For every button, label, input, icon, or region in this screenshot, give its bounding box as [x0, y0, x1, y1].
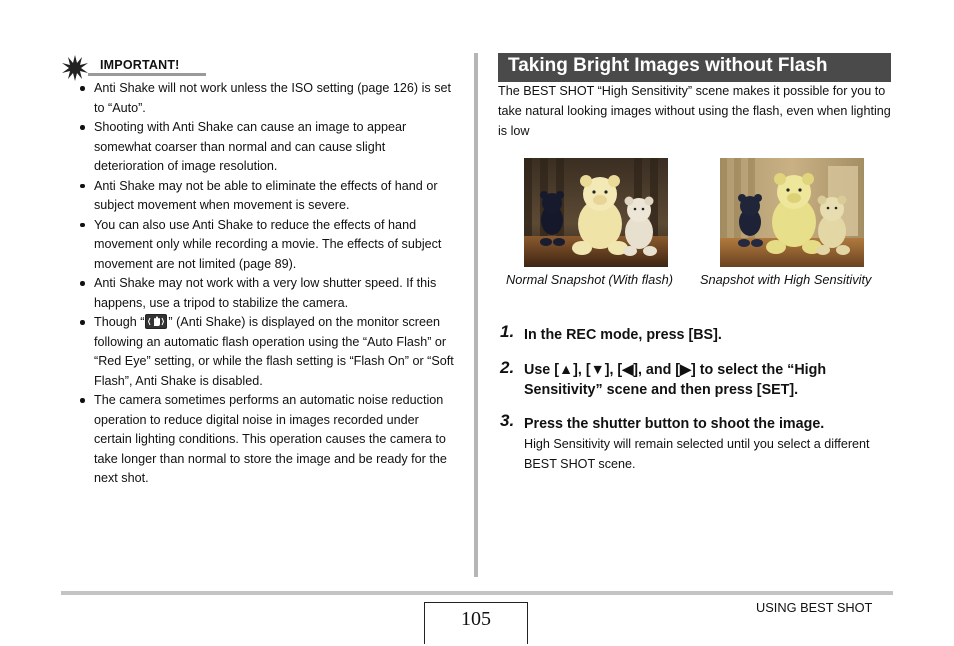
note-item: You can also use Anti Shake to reduce the effects of hand movement only while recording a movie. The effects of subject movement are not limited (page 89). — [78, 216, 458, 275]
section-intro: The BEST SHOT “High Sensitivity” scene makes it possible for you to take natural looking images without using the flash, even when lighting is low — [498, 84, 891, 138]
important-underline — [88, 73, 206, 76]
note-item: Anti Shake will not work unless the ISO setting (page 126) is set to “Auto”. — [78, 79, 458, 118]
note-item: The camera sometimes performs an automatic noise reduction operation to reduce digital noise in images recorded under certain lighting conditions. This operation causes the camera to take longer than normal to store the image and be ready for the next shot. — [78, 391, 458, 489]
step-instruction: In the REC mode, press [BS]. — [524, 327, 722, 343]
important-notes-list — [78, 79, 458, 489]
step-instruction: Use [▲], [▼], [◀], and [▶] to select the “High Sensitivity” scene and then press [SET]. — [524, 362, 827, 398]
step-number: 1. — [500, 322, 515, 341]
column-divider — [474, 53, 478, 577]
note-text-before-icon: Though “ — [94, 315, 145, 329]
note-text-after-icon: ” (Anti Shake) is displayed on the monitor screen following an automatic flash operation using the “Auto Flash” or “Red Eye” setting, or while the flash setting is “Flash On” or “Soft Flash”, Anti Shake is disabled. — [94, 315, 454, 388]
teddy-bears-high-sensitivity-photo — [720, 158, 864, 267]
note-item: Shooting with Anti Shake can cause an image to appear somewhat coarser than normal and can cause slight deterioration of image resolution. — [78, 118, 458, 177]
footer-rule — [61, 591, 893, 595]
note-item: Anti Shake may not work with a very low shutter speed. If this happens, use a tripod to stabilize the camera. — [78, 274, 458, 313]
section-title: Taking Bright Images without Flash — [508, 55, 828, 76]
note-item — [78, 313, 458, 391]
starburst-icon — [62, 55, 88, 81]
anti-shake-hand-icon — [145, 314, 167, 329]
step-note: High Sensitivity will remain selected until you select a different BEST SHOT scene. — [524, 437, 870, 471]
photo-caption-normal: Normal Snapshot (With flash) — [506, 272, 674, 287]
footer-section-name: USING BEST SHOT — [756, 600, 873, 615]
note-item: Anti Shake may not be able to eliminate the effects of hand or subject movement when movement is severe. — [78, 177, 458, 216]
step-number: 3. — [500, 411, 515, 430]
step-instruction: Press the shutter button to shoot the image. — [524, 416, 825, 432]
teddy-bears-flash-photo — [524, 158, 668, 267]
important-heading: IMPORTANT! — [100, 58, 180, 72]
photo-caption-high-sensitivity: Snapshot with High Sensitivity — [700, 272, 872, 287]
step-number: 2. — [500, 358, 515, 377]
page-number: 105 — [461, 608, 491, 630]
